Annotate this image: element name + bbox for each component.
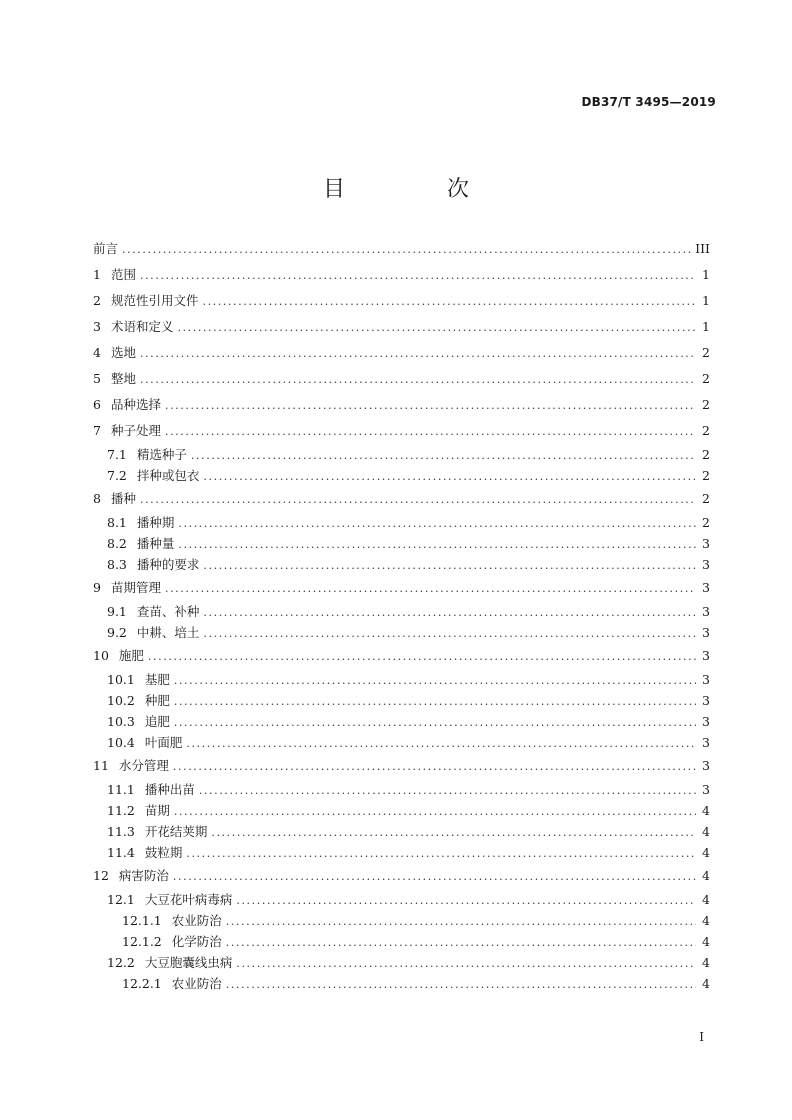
toc-leader-dots: [203, 602, 696, 623]
toc-entry[interactable]: [93, 800, 710, 821]
toc-entry-number: 1: [93, 267, 101, 282]
toc-leader-dots: [226, 974, 696, 995]
toc-entry-title: 播种量: [136, 536, 175, 551]
toc-entry-title: 苗期: [144, 803, 170, 818]
toc-leader-dots: [177, 315, 696, 341]
toc-entry-number: 10: [93, 648, 109, 663]
toc-leader-dots: [178, 513, 696, 534]
toc-entry-title: 播种的要求: [136, 557, 200, 572]
toc-entry-page: 3: [702, 625, 710, 640]
toc-entry-page: 4: [702, 803, 710, 818]
toc-entry-title: 播种期: [136, 515, 175, 530]
toc-leader-dots: [148, 644, 696, 670]
toc-entry[interactable]: [93, 753, 710, 779]
toc-entry-page: 1: [702, 293, 710, 308]
toc-entry[interactable]: [93, 486, 710, 512]
toc-entry-page: 2: [702, 468, 710, 483]
toc-entry-title: 中耕、培土: [136, 625, 200, 640]
toc-entry-number: 12: [93, 868, 109, 883]
toc-entry-number: 8.2: [107, 536, 127, 551]
toc-entry-page: 4: [702, 845, 710, 860]
toc-entry-page: 4: [702, 913, 710, 928]
toc-leader-dots: [211, 822, 696, 843]
toc-entry-title: 农业防治: [171, 913, 222, 928]
toc-leader-dots: [140, 263, 696, 289]
page-title: 目 次: [322, 177, 509, 202]
toc-entry-title: 术语和定义: [110, 319, 174, 334]
toc-entry[interactable]: [93, 910, 710, 931]
toc-entry-title: 范围: [110, 267, 136, 282]
toc-entry-title: 鼓粒期: [144, 845, 183, 860]
toc-entry[interactable]: [93, 575, 710, 601]
toc-entry[interactable]: [93, 533, 710, 554]
toc-leader-dots: [203, 555, 696, 576]
toc-entry[interactable]: [93, 952, 710, 973]
toc-leader-dots: [140, 341, 696, 367]
toc-entry-number: 10.4: [107, 735, 135, 750]
toc-leader-dots: [186, 843, 696, 864]
toc-entry[interactable]: [93, 690, 710, 711]
toc-leader-dots: [203, 466, 696, 487]
toc-entry-title: 播种出苗: [144, 782, 195, 797]
toc-entry-page: 1: [702, 319, 710, 334]
toc-entry[interactable]: [93, 842, 710, 863]
toc-entry[interactable]: [93, 669, 710, 690]
toc-leader-dots: [174, 670, 696, 691]
toc-entry-title: 农业防治: [171, 976, 222, 991]
toc-entry[interactable]: [93, 340, 710, 366]
toc-leader-dots: [236, 890, 696, 911]
toc-entry-number: 11.4: [107, 845, 135, 860]
toc-entry[interactable]: [93, 512, 710, 533]
toc-entry[interactable]: [93, 889, 710, 910]
toc-entry-title: 播种: [110, 491, 136, 506]
toc-entry-title: 追肥: [144, 714, 170, 729]
toc-entry-number: 10.2: [107, 693, 135, 708]
toc-leader-dots: [191, 445, 696, 466]
toc-entry-number: 12.1: [107, 892, 135, 907]
toc-entry-number: 9: [93, 580, 101, 595]
toc-entry-title: 病害防治: [118, 868, 169, 883]
toc-entry-page: 4: [702, 955, 710, 970]
toc-entry-title: 查苗、补种: [136, 604, 200, 619]
toc-entry-page: 2: [702, 515, 710, 530]
toc-entry-title: 种子处理: [110, 423, 161, 438]
toc-entry-title: 精选种子: [136, 447, 187, 462]
toc-entry-page: 4: [702, 824, 710, 839]
toc-entry-number: 5: [93, 371, 101, 386]
toc-entry-title: 水分管理: [118, 758, 169, 773]
toc-entry-number: 9.2: [107, 625, 127, 640]
toc-entry-page: 2: [702, 447, 710, 462]
toc-entry-title: 拌种或包衣: [136, 468, 200, 483]
toc-entry-page: 3: [702, 604, 710, 619]
toc-leader-dots: [174, 712, 696, 733]
toc-entry-number: 10.1: [107, 672, 135, 687]
toc-leader-dots: [173, 754, 696, 780]
toc-entry-page: 3: [702, 693, 710, 708]
toc-entry-number: 6: [93, 397, 101, 412]
toc-entry[interactable]: [93, 262, 710, 288]
toc-entry-page: 3: [702, 758, 710, 773]
toc-entry[interactable]: [93, 863, 710, 889]
document-code: DB37/T 3495—2019: [581, 95, 716, 109]
toc-leader-dots: [165, 419, 696, 445]
toc-leader-dots: [226, 911, 696, 932]
toc-entry-page: III: [695, 241, 710, 256]
toc-entry-number: 10.3: [107, 714, 135, 729]
toc-entry-number: 11.1: [107, 782, 135, 797]
toc-entry[interactable]: [93, 601, 710, 622]
toc-entry-page: 4: [702, 976, 710, 991]
toc-leader-dots: [236, 953, 696, 974]
toc-leader-dots: [165, 576, 696, 602]
toc-entry-title: 开花结荚期: [144, 824, 208, 839]
toc-entry-title: 大豆胞囊线虫病: [144, 955, 233, 970]
toc-leader-dots: [178, 534, 696, 555]
toc-entry[interactable]: [93, 622, 710, 643]
toc-entry[interactable]: [93, 554, 710, 575]
toc-entry-page: 4: [702, 934, 710, 949]
toc-entry[interactable]: [93, 236, 710, 262]
toc-entry-page: 4: [702, 868, 710, 883]
toc-entry-title: 化学防治: [171, 934, 222, 949]
toc-entry-title: 施肥: [118, 648, 144, 663]
toc-entry-number: 3: [93, 319, 101, 334]
toc-entry-number: 11.3: [107, 824, 135, 839]
toc-entry-title: 大豆花叶病毒病: [144, 892, 233, 907]
toc-leader-dots: [122, 237, 691, 263]
toc-entry[interactable]: [93, 366, 710, 392]
toc-entry-page: 2: [702, 397, 710, 412]
toc-entry-number: 8.3: [107, 557, 127, 572]
toc-leader-dots: [202, 289, 696, 315]
toc-leader-dots: [203, 623, 696, 644]
table-of-contents: [93, 236, 710, 994]
toc-entry-number: 12.1.2: [122, 934, 162, 949]
toc-entry-page: 3: [702, 536, 710, 551]
toc-entry-page: 3: [702, 782, 710, 797]
toc-entry-title: 种肥: [144, 693, 170, 708]
toc-entry-number: 12.2.1: [122, 976, 162, 991]
toc-entry-title: 整地: [110, 371, 136, 386]
toc-entry[interactable]: [93, 973, 710, 994]
toc-leader-dots: [186, 733, 696, 754]
toc-entry-number: 7: [93, 423, 101, 438]
toc-entry-page: 2: [702, 491, 710, 506]
toc-entry-page: 4: [702, 892, 710, 907]
toc-entry-title: 规范性引用文件: [110, 293, 199, 308]
toc-entry[interactable]: [93, 643, 710, 669]
toc-entry[interactable]: [93, 931, 710, 952]
toc-entry-number: 4: [93, 345, 101, 360]
toc-entry-number: 12.2: [107, 955, 135, 970]
toc-entry[interactable]: [93, 821, 710, 842]
toc-entry[interactable]: [93, 444, 710, 465]
toc-entry-page: 2: [702, 371, 710, 386]
toc-entry-page: 2: [702, 345, 710, 360]
toc-leader-dots: [140, 367, 696, 393]
toc-leader-dots: [174, 691, 696, 712]
toc-entry-title: 品种选择: [110, 397, 161, 412]
toc-entry-number: 9.1: [107, 604, 127, 619]
toc-entry-page: 2: [702, 423, 710, 438]
toc-entry[interactable]: [93, 314, 710, 340]
toc-entry[interactable]: [93, 392, 710, 418]
toc-entry-number: 8.1: [107, 515, 127, 530]
toc-entry-number: 7.2: [107, 468, 127, 483]
page-number: I: [699, 1030, 704, 1044]
toc-entry-number: 12.1.1: [122, 913, 162, 928]
toc-leader-dots: [173, 864, 696, 890]
toc-entry-title: 叶面肥: [144, 735, 183, 750]
toc-leader-dots: [174, 801, 696, 822]
toc-entry-title: 基肥: [144, 672, 170, 687]
toc-leader-dots: [199, 780, 696, 801]
toc-entry-number: 11: [93, 758, 109, 773]
toc-entry[interactable]: [93, 288, 710, 314]
toc-leader-dots: [140, 487, 696, 513]
toc-entry-number: 8: [93, 491, 101, 506]
toc-entry-page: 3: [702, 580, 710, 595]
toc-leader-dots: [165, 393, 696, 419]
toc-entry-page: 3: [702, 735, 710, 750]
toc-entry-page: 1: [702, 267, 710, 282]
toc-entry[interactable]: [93, 465, 710, 486]
toc-entry[interactable]: [93, 418, 710, 444]
toc-entry-number: 7.1: [107, 447, 127, 462]
toc-entry[interactable]: [93, 732, 710, 753]
toc-entry[interactable]: [93, 779, 710, 800]
toc-entry-number: 2: [93, 293, 101, 308]
toc-entry-page: 3: [702, 648, 710, 663]
toc-entry-title: 苗期管理: [110, 580, 161, 595]
toc-entry-title: 选地: [110, 345, 136, 360]
toc-entry-page: 3: [702, 714, 710, 729]
toc-entry-number: 11.2: [107, 803, 135, 818]
toc-entry-title: 前言: [93, 241, 119, 256]
toc-entry-page: 3: [702, 557, 710, 572]
toc-leader-dots: [226, 932, 696, 953]
toc-entry-page: 3: [702, 672, 710, 687]
toc-entry[interactable]: [93, 711, 710, 732]
